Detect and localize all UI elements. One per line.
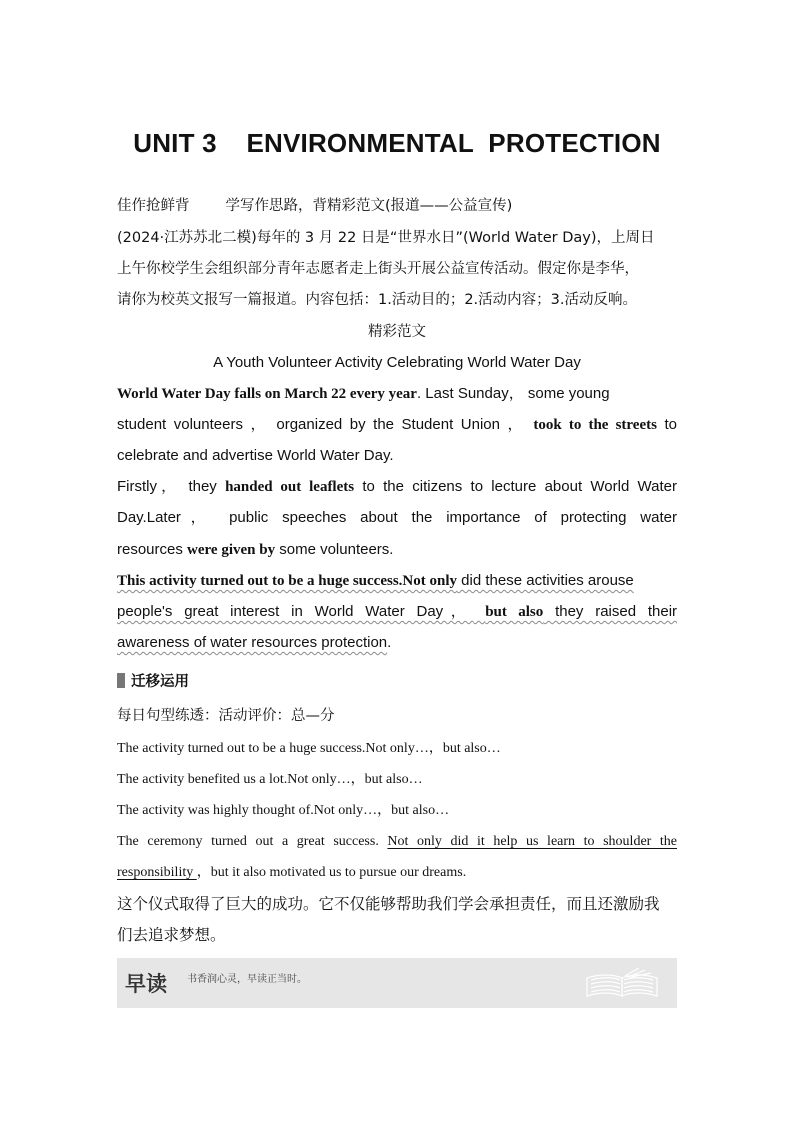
essay-text: to [656,416,677,433]
pattern-sentence-1: The activity turned out to be a huge success.Not only…，but also… [117,741,501,756]
sentence-text: ，but it also motivated us to pursue our dreams. [196,865,467,880]
prompt-line-3: 请你为校英文报写一篇报道。内容包括：1.活动目的；2.活动内容；3.活动反响。 [117,292,638,308]
essay-heading: 精彩范文 [368,324,426,340]
essay-p2-line2: Day.Later， public speeches about the importance of protecting water [117,509,677,526]
prompt-line-2: 上午你校学生会组织部分青年志愿者走上街头开展公益宣传活动。假定你是李华， [117,261,639,277]
essay-p3-line2 [117,602,677,622]
pattern-sentence-3: The activity was highly thought of.Not only…，but also… [117,803,450,818]
translation-line-1: 这个仪式取得了巨大的成功。它不仅能够帮助我们学会承担责任，而且还激励我 [117,895,660,913]
phrase-highlight: but also [485,604,544,620]
essay-p1-line1 [117,384,677,404]
section-marker-icon [117,673,125,688]
underlined-phrase: responsibility [117,865,197,880]
open-book-icon [583,966,661,1000]
essay-p2-line1 [117,477,677,497]
prompt-line-1: (2024·江苏苏北二模)每年的 3 月 22 日是“世界水日”(World Water Day)，上周日 [117,230,655,246]
sentence-text: The ceremony turned out a great success. [117,834,388,849]
essay-text: to the citizens to lecture about World Water [354,478,678,495]
pattern-sentence-4-line2 [117,863,677,883]
pattern-sentence-2: The activity benefited us a lot.Not only…，but also… [117,772,423,787]
translation-line-2: 们去追求梦想。 [117,926,226,944]
morning-reading-banner [117,958,677,1008]
phrase-highlight: This activity turned out to be a huge success.Not only [117,573,458,589]
section-title: 迁移运用 [131,674,189,690]
pattern-sentence-4-line1 [117,832,677,852]
essay-text: people's great interest in World Water Day， [117,603,474,620]
essay-text: student volunteers ， organized by the Student Union ， [117,416,526,433]
essay-p1-line2 [117,415,677,435]
essay-text: . [387,634,392,651]
essay-text: resources [117,541,188,558]
essay-text: did these activities arouse [457,572,634,589]
banner-title: 早读 [125,971,167,996]
essay-p3-line1 [117,571,677,591]
phrase-highlight: took to the streets [533,417,657,433]
intro-heading-line [117,196,677,216]
banner-subtitle: 书香润心灵，早读正当时。 [187,974,307,985]
essay-p3-line3 [117,633,677,653]
essay-p1-line3: celebrate and advertise World Water Day. [117,447,394,464]
underlined-phrase: Not only did it help us learn to shoulder the [387,834,678,849]
essay-text: awareness of water resources protection [117,634,388,651]
practice-section-heading [117,672,677,692]
essay-title: A Youth Volunteer Activity Celebrating World Water Day [213,354,581,371]
essay-text: some volunteers. [275,541,394,558]
intro-label: 佳作抢鲜背 [117,198,190,214]
unit-title: UNIT 3 ENVIRONMENTAL PROTECTION [133,128,661,158]
essay-text: Firstly， they [117,478,226,495]
phrase-highlight: World Water Day falls on March 22 every year [117,386,417,402]
intro-subtitle: 学写作思路，背精彩范文(报道——公益宣传) [225,198,513,214]
essay-text: . Last Sunday， some young [416,385,610,402]
essay-text: they raised their [543,603,678,620]
phrase-highlight: were given by [187,542,276,558]
essay-p2-line3 [117,540,677,560]
drill-title: 每日句型练透：活动评价：总—分 [117,708,335,724]
phrase-highlight: handed out leaflets [225,479,355,495]
